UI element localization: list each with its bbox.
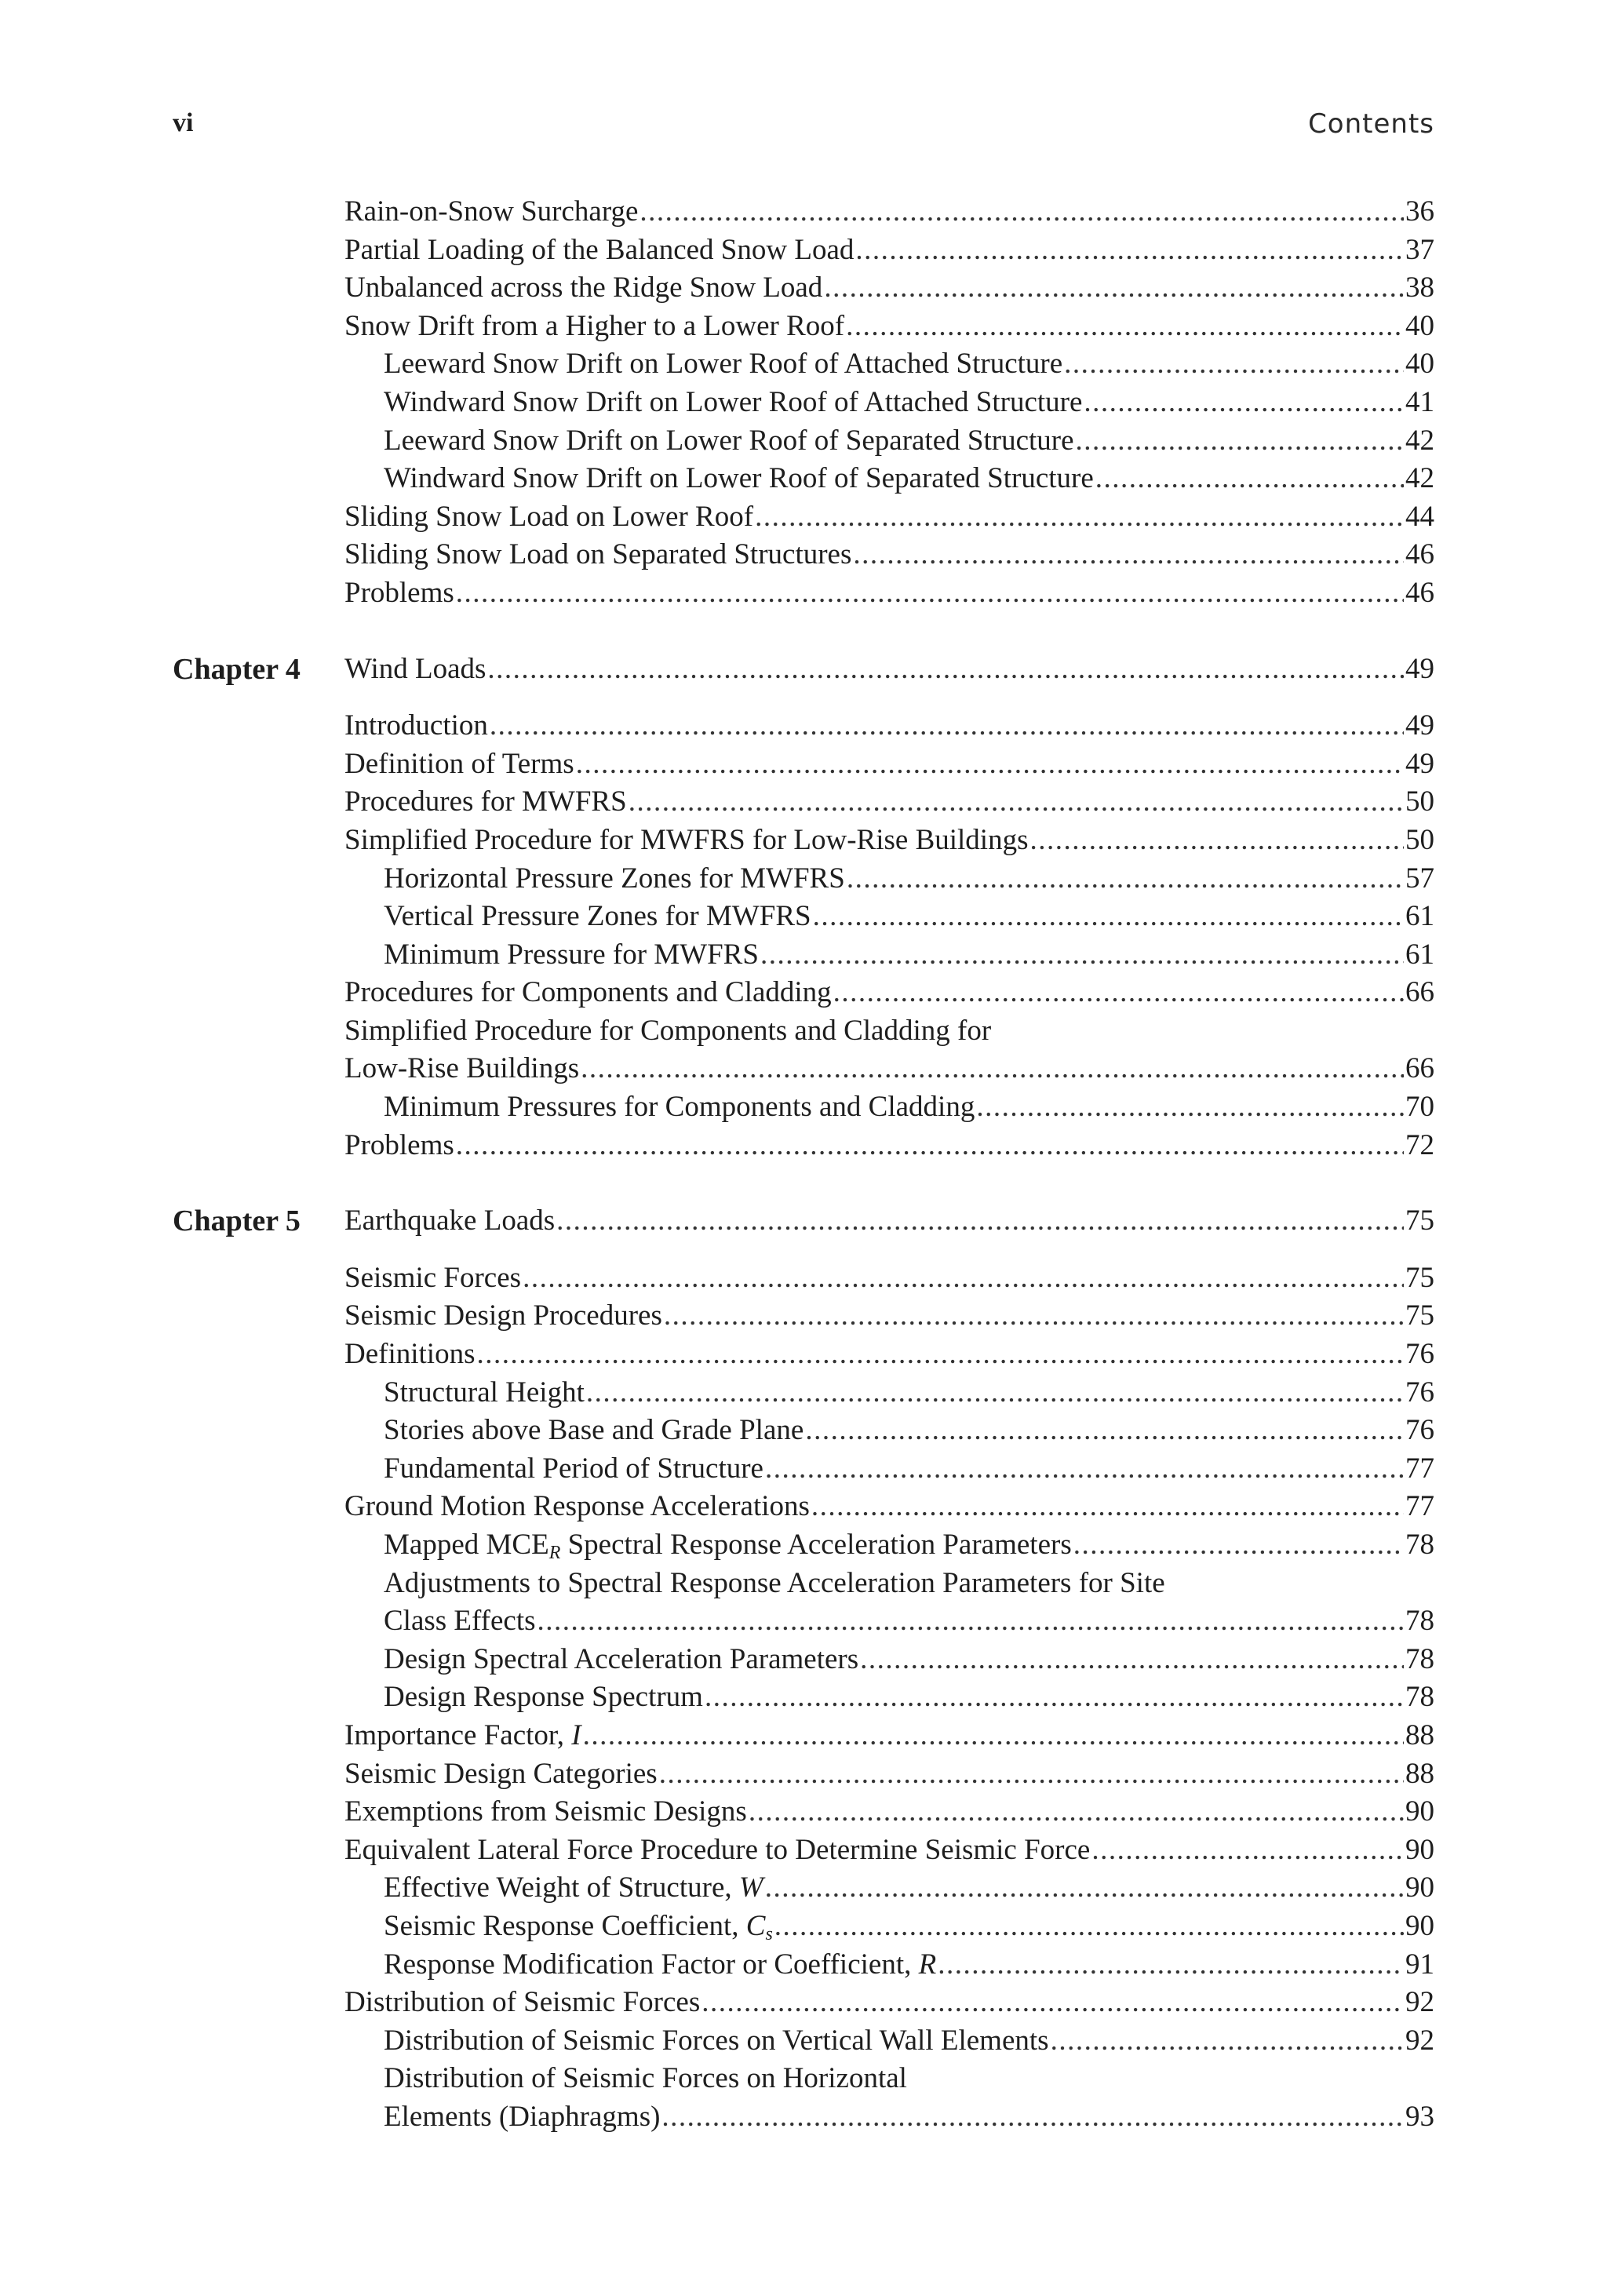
leader-dots (860, 1641, 1404, 1679)
entry-title-text: Procedures for Components and Cladding (344, 976, 832, 1009)
entry-title-text: Introduction (344, 709, 488, 742)
entry-title-text: Leeward Snow Drift on Lower Roof of Attached Structure (384, 348, 1063, 381)
toc-entry[interactable] (344, 1127, 1434, 1165)
toc-entry-title (384, 2022, 1049, 2061)
toc-entry-page: 49 (1405, 709, 1434, 742)
page-header (173, 108, 1434, 148)
leader-dots (1084, 384, 1404, 422)
entry-title-text: Simplified Procedure for MWFRS for Low-Rise Buildings (344, 823, 1029, 856)
entry-title-text: Mapped MCE (384, 1529, 549, 1561)
toc-entry-page: 78 (1405, 1529, 1434, 1561)
entry-title-text: Exemptions from Seismic Designs (344, 1795, 747, 1828)
toc-entry-page: 90 (1405, 1909, 1434, 1942)
toc-entry-page: 41 (1405, 385, 1434, 418)
entry-title-text: Fundamental Period of Structure (384, 1452, 763, 1485)
toc-entry-page: 70 (1405, 1091, 1434, 1124)
leader-dots (755, 498, 1404, 537)
toc-entry-page: 78 (1405, 1605, 1434, 1638)
leader-dots (581, 1050, 1404, 1088)
toc-entry-page: 46 (1405, 576, 1434, 609)
toc-entry[interactable] (344, 1374, 1434, 1412)
entry-italic-symbol: W (738, 1871, 763, 1904)
toc-entry[interactable] (344, 822, 1434, 860)
toc-entry[interactable] (344, 1450, 1434, 1489)
entry-title-text: Minimum Pressures for Components and Cladding (384, 1091, 975, 1124)
toc-entry-page: 90 (1405, 1795, 1434, 1828)
toc-entry-title (344, 1717, 581, 1755)
leader-dots (824, 269, 1404, 308)
entry-title-text: Distribution of Seismic Forces on Horizontal (384, 2062, 907, 2095)
toc-entry[interactable] (344, 574, 1434, 613)
toc-entry-title (344, 783, 627, 822)
entry-title-text: Importance Factor, (344, 1718, 572, 1751)
toc-entry-page: 42 (1405, 462, 1434, 495)
entry-title-text: Seismic Forces (344, 1261, 522, 1294)
toc-entry[interactable] (344, 422, 1434, 461)
toc-entry-page: 40 (1405, 348, 1434, 381)
toc-entry[interactable] (344, 1946, 1434, 1984)
toc-entry-page: 44 (1405, 500, 1434, 533)
entry-title-text: Horizontal Pressure Zones for MWFRS (384, 862, 845, 895)
entry-title-text: Design Response Spectrum (384, 1681, 703, 1714)
toc-entry-page: 76 (1405, 1414, 1434, 1447)
toc-entry[interactable] (344, 1012, 1434, 1051)
toc-entry-page: 50 (1405, 823, 1434, 856)
toc-entry[interactable] (344, 193, 1434, 231)
toc-entry-page: 57 (1405, 862, 1434, 895)
toc-entry[interactable] (344, 1869, 1434, 1908)
toc-entry[interactable] (344, 1565, 1434, 1603)
entry-title-text: Simplified Procedure for Components and Cladding for (344, 1014, 992, 1047)
toc-entry-page: 46 (1405, 538, 1434, 571)
toc-entry[interactable] (344, 1412, 1434, 1450)
leader-dots (938, 1946, 1404, 1984)
entry-title-text: Structural Height (384, 1376, 585, 1409)
leader-dots (523, 1259, 1404, 1298)
entry-title-text: Partial Loading of the Balanced Snow Load (344, 233, 855, 266)
leader-dots (846, 308, 1404, 346)
toc-entry[interactable] (344, 1336, 1434, 1374)
toc-entry[interactable] (344, 345, 1434, 384)
toc-entries (344, 193, 1434, 613)
toc-entry[interactable] (344, 2022, 1434, 2061)
leader-dots (855, 231, 1404, 270)
leader-dots (847, 860, 1404, 898)
leader-dots (586, 1374, 1404, 1412)
leader-dots (659, 1755, 1404, 1794)
toc-entry-title (384, 1374, 585, 1412)
toc-entry[interactable] (344, 860, 1434, 898)
toc-entry-page: 77 (1405, 1452, 1434, 1485)
page-number: vi (173, 108, 194, 137)
toc-entry[interactable] (344, 1297, 1434, 1336)
toc-entry-title (344, 1012, 991, 1051)
toc-entry[interactable] (344, 1259, 1434, 1298)
toc-entry[interactable] (344, 269, 1434, 308)
leader-dots (853, 536, 1404, 574)
entry-subscript: s (765, 1923, 773, 1944)
toc-entry-page: 90 (1405, 1871, 1434, 1904)
chapter-title-entry[interactable] (344, 1202, 1434, 1241)
toc-entry[interactable] (344, 231, 1434, 270)
toc-entry-page: 77 (1405, 1490, 1434, 1523)
toc-entry-page: 61 (1405, 900, 1434, 933)
entry-title-text: Windward Snow Drift on Lower Roof of Attached Structure (384, 385, 1083, 418)
toc-entry-title (384, 1678, 703, 1717)
entry-title-text: Adjustments to Spectral Response Acceleration Parameters for Site (384, 1566, 1165, 1599)
leader-dots (1030, 822, 1405, 860)
toc-entry[interactable] (344, 936, 1434, 975)
leader-dots (774, 1908, 1404, 1946)
chapter-page: 75 (1405, 1204, 1434, 1237)
entry-title-suffix: Spectral Response Acceleration Parameters (560, 1529, 1072, 1561)
toc-entry-page: 76 (1405, 1338, 1434, 1371)
entry-title-text: Problems (344, 576, 454, 609)
toc-entry[interactable] (344, 1641, 1434, 1679)
toc-entry-title (344, 1127, 454, 1165)
toc-entry-title (344, 574, 454, 613)
leader-dots (537, 1602, 1404, 1641)
toc-entry[interactable] (344, 1602, 1434, 1641)
leader-dots (456, 574, 1404, 613)
chapter-title-entry[interactable] (344, 651, 1434, 689)
toc-entry-title (344, 1336, 475, 1374)
entry-italic-symbol: I (571, 1718, 581, 1751)
leader-dots (705, 1678, 1404, 1717)
leader-dots (1064, 345, 1404, 384)
toc-entry-page: 78 (1405, 1681, 1434, 1714)
toc-entry-page: 93 (1405, 2100, 1434, 2133)
toc-entry[interactable] (344, 536, 1434, 574)
toc-entry[interactable] (344, 1488, 1434, 1526)
entry-title-text: Windward Snow Drift on Lower Roof of Separated Structure (384, 462, 1094, 495)
toc-entries (344, 707, 1434, 1164)
toc-entry[interactable] (344, 783, 1434, 822)
toc-entry-page: 76 (1405, 1376, 1434, 1409)
entry-title-text: Distribution of Seismic Forces (344, 1986, 701, 2019)
leader-dots (701, 1984, 1404, 2022)
toc-entry[interactable] (344, 974, 1434, 1012)
toc-entry[interactable] (344, 384, 1434, 422)
toc-entry-page: 72 (1405, 1128, 1434, 1161)
entry-title-text: Definitions (344, 1338, 476, 1371)
toc-entry-title (384, 384, 1082, 422)
toc-entry-title (344, 1259, 521, 1298)
toc-entry-title (384, 1602, 536, 1641)
toc-entry[interactable] (344, 1678, 1434, 1717)
toc-entry-page: 91 (1405, 1948, 1434, 1981)
entry-title-text: Low-Rise Buildings (344, 1052, 580, 1085)
chapter-label: Chapter 5 (173, 1204, 301, 1238)
toc-entry-page: 88 (1405, 1718, 1434, 1751)
leader-dots (664, 1297, 1404, 1336)
entry-title-text: Class Effects (384, 1605, 536, 1638)
toc-entry-title (344, 1050, 579, 1088)
leader-dots (487, 651, 1404, 689)
leader-dots (661, 2098, 1404, 2137)
toc-entry-page: 75 (1405, 1261, 1434, 1294)
leader-dots (576, 745, 1404, 784)
toc-entry-title (344, 1755, 658, 1794)
toc-entry-page: 40 (1405, 309, 1434, 342)
toc-entry-title (384, 1869, 763, 1908)
entry-title-text: Unbalanced across the Ridge Snow Load (344, 272, 823, 304)
entry-title-text: Snow Drift from a Higher to a Lower Roof (344, 309, 845, 342)
toc-entry-title (344, 269, 822, 308)
toc-entry-title (344, 1297, 662, 1336)
toc-entry[interactable] (344, 1755, 1434, 1794)
toc-entry-page: 90 (1405, 1833, 1434, 1866)
toc-entry-title (344, 1488, 810, 1526)
entry-title-text: Response Modification Factor or Coefficient, (384, 1948, 919, 1981)
entry-title-text: Leeward Snow Drift on Lower Roof of Separated Structure (384, 424, 1074, 457)
toc-entry-title (384, 1412, 804, 1450)
leader-dots (583, 1717, 1404, 1755)
leader-dots (811, 1488, 1404, 1526)
toc-entry-title (384, 1641, 858, 1679)
toc-entry[interactable] (344, 308, 1434, 346)
toc-entry-title (344, 1793, 747, 1831)
toc-entry-title (384, 1946, 936, 1984)
toc-entry-title (344, 193, 638, 231)
leader-dots (640, 193, 1404, 231)
leader-dots (1073, 1526, 1404, 1565)
toc-entry-title (344, 536, 851, 574)
toc-entry[interactable] (344, 898, 1434, 936)
leader-dots (765, 1450, 1404, 1489)
toc-entry-page: 66 (1405, 976, 1434, 1009)
leader-dots (490, 707, 1404, 745)
toc-entry-title (384, 345, 1062, 384)
toc-entry[interactable] (344, 1793, 1434, 1831)
toc-entry-title (344, 1831, 1090, 1870)
entry-subscript: R (548, 1543, 561, 1563)
leader-dots (629, 783, 1404, 822)
entry-title-text: Sliding Snow Load on Lower Roof (344, 500, 754, 533)
toc-entry[interactable] (344, 1088, 1434, 1127)
toc-entry[interactable] (344, 745, 1434, 784)
entry-title-text: Problems (344, 1128, 454, 1161)
toc-entry[interactable] (344, 1050, 1434, 1088)
entry-title-text: Rain-on-Snow Surcharge (344, 195, 639, 228)
toc-entry[interactable] (344, 1984, 1434, 2022)
toc-entry-page: 61 (1405, 938, 1434, 971)
toc-entry-title (384, 2060, 907, 2098)
leader-dots (760, 936, 1404, 975)
toc-entry[interactable] (344, 498, 1434, 537)
toc-entry[interactable] (344, 460, 1434, 498)
toc-entry-page: 78 (1405, 1642, 1434, 1675)
toc-entry-title (384, 1450, 763, 1489)
toc-entry-title (384, 936, 759, 975)
toc-entry-title (384, 1565, 1165, 1603)
leader-dots (456, 1127, 1404, 1165)
toc-entry-page: 66 (1405, 1052, 1434, 1085)
chapter-gap (173, 613, 1434, 651)
entry-title-text: Equivalent Lateral Force Procedure to Determine Seismic Force (344, 1833, 1091, 1866)
toc-entry-title (384, 422, 1074, 461)
toc-entry-page: 42 (1405, 424, 1434, 457)
toc-entry-title (384, 1908, 773, 1946)
entry-title-text: Design Spectral Acceleration Parameters (384, 1642, 859, 1675)
toc-entry-title (384, 1088, 975, 1127)
toc-entry-title (344, 822, 1029, 860)
toc-entries (344, 1259, 1434, 2137)
leader-dots (813, 898, 1404, 936)
toc-entry-title (344, 745, 574, 784)
leader-dots (765, 1869, 1404, 1908)
toc-entry-title (344, 707, 488, 745)
leader-dots (1095, 460, 1404, 498)
toc-entry-title (344, 231, 854, 270)
entry-title-text: Distribution of Seismic Forces on Vertical Wall Elements (384, 2024, 1049, 2057)
toc-entry-title (384, 460, 1094, 498)
entry-title-text: Seismic Design Categories (344, 1757, 658, 1790)
toc-entry[interactable] (344, 1526, 1434, 1565)
entry-title-text: Definition of Terms (344, 747, 574, 780)
entry-title-text: Seismic Design Procedures (344, 1299, 662, 1332)
chapter-title: Earthquake Loads (344, 1204, 556, 1237)
toc-entry-title (344, 308, 844, 346)
toc-entry-page: 50 (1405, 785, 1434, 818)
toc-entry[interactable] (344, 2060, 1434, 2098)
toc-entry-page: 49 (1405, 747, 1434, 780)
leader-dots (1076, 422, 1404, 461)
toc-entry[interactable] (344, 2098, 1434, 2137)
toc-entry-title (344, 498, 753, 537)
toc-entry-title (344, 974, 832, 1012)
entry-title-text: Elements (Diaphragms) (384, 2100, 661, 2133)
leader-dots (1051, 2022, 1404, 2061)
chapter-label: Chapter 4 (173, 652, 301, 686)
leader-dots (1091, 1831, 1404, 1870)
toc-entry-page: 37 (1405, 233, 1434, 266)
toc-entry-page: 75 (1405, 1299, 1434, 1332)
chapter-title: Wind Loads (344, 652, 486, 685)
chapter-page: 49 (1405, 652, 1434, 685)
entry-italic-symbol: R (918, 1948, 937, 1981)
toc-entry-title (384, 1526, 1072, 1565)
toc-entry-title (384, 2098, 660, 2137)
toc-entry-title (344, 1984, 700, 2022)
leader-dots (476, 1336, 1404, 1374)
toc-entry-title (384, 860, 845, 898)
leader-dots (976, 1088, 1404, 1127)
entry-title-text: Ground Motion Response Accelerations (344, 1490, 810, 1523)
entry-italic-symbol: C (745, 1909, 766, 1942)
toc-entry[interactable] (344, 1831, 1434, 1870)
entry-title-text: Stories above Base and Grade Plane (384, 1414, 804, 1447)
toc-entry-title (384, 898, 811, 936)
entry-title-text: Sliding Snow Load on Separated Structures (344, 538, 852, 571)
entry-title-text: Procedures for MWFRS (344, 785, 627, 818)
toc-entry-page: 88 (1405, 1757, 1434, 1790)
toc-entry-page: 92 (1405, 1986, 1434, 2019)
toc-entry-page: 36 (1405, 195, 1434, 228)
toc-entry[interactable] (344, 707, 1434, 745)
leader-dots (833, 974, 1404, 1012)
toc-entry[interactable] (344, 1717, 1434, 1755)
toc-entry-page: 38 (1405, 272, 1434, 304)
leader-dots (805, 1412, 1404, 1450)
table-of-contents (173, 193, 1434, 2137)
leader-dots (556, 1202, 1404, 1241)
entry-title-text: Vertical Pressure Zones for MWFRS (384, 900, 811, 933)
toc-entry-page: 92 (1405, 2024, 1434, 2057)
entry-title-text: Seismic Response Coefficient, (384, 1909, 746, 1942)
chapter-4-block (173, 651, 1434, 1165)
chapter-gap (173, 1164, 1434, 1202)
entry-title-text: Effective Weight of Structure, (384, 1871, 739, 1904)
chapter-5-block (173, 1202, 1434, 2136)
toc-entry[interactable] (344, 1908, 1434, 1946)
running-head: Contents (1308, 108, 1434, 140)
chapter-3-continued (173, 193, 1434, 613)
leader-dots (749, 1793, 1404, 1831)
entry-title-text: Minimum Pressure for MWFRS (384, 938, 759, 971)
